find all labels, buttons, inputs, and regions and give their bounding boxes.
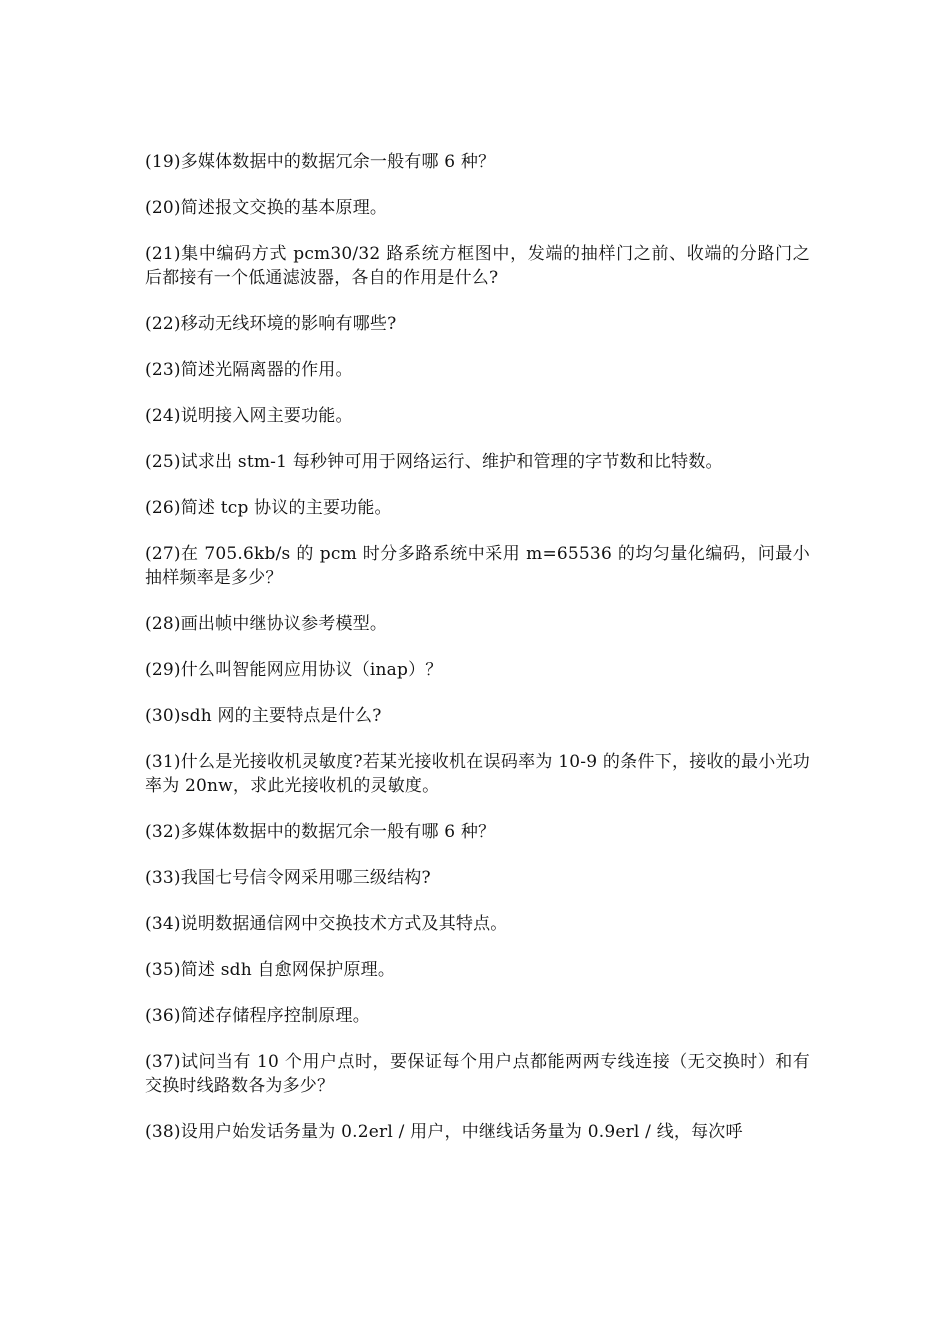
question-23: (23)简述光隔离器的作用。 [145,360,353,380]
question-20: (20)简述报文交换的基本原理。 [145,198,388,218]
question-24: (24)说明接入网主要功能。 [145,406,353,426]
question-list [145,150,810,1166]
question-30: (30)sdh 网的主要特点是什么? [145,706,382,726]
question-29: (29)什么叫智能网应用协议（inap）？ [145,660,443,680]
question-33: (33)我国七号信令网采用哪三级结构? [145,868,431,888]
question-31: (31)什么是光接收机灵敏度?若某光接收机在误码率为 10-9 的条件下，接收的最小光功率为 20nw，求此光接收机的灵敏度。 [145,752,810,796]
question-26: (26)简述 tcp 协议的主要功能。 [145,498,392,518]
question-32: (32)多媒体数据中的数据冗余一般有哪 6 种？ [145,822,496,842]
question-27: (27)在 705.6kb/s 的 pcm 时分多路系统中采用 m=65536 的均匀量化编码，问最小抽样频率是多少？ [145,544,810,588]
question-38: (38)设用户始发话务量为 0.2erl / 用户，中继线话务量为 0.9erl / 线，每次呼 [145,1122,743,1142]
question-36: (36)简述存储程序控制原理。 [145,1006,370,1026]
question-21: (21)集中编码方式 pcm30/32 路系统方框图中，发端的抽样门之前、收端的分路门之后都接有一个低通滤波器，各自的作用是什么? [145,244,810,288]
question-37: (37)试问当有 10 个用户点时，要保证每个用户点都能两两专线连接（无交换时）和有交换时线路数各为多少？ [145,1052,810,1096]
question-25: (25)试求出 stm-1 每秒钟可用于网络运行、维护和管理的字节数和比特数。 [145,452,723,472]
question-34: (34)说明数据通信网中交换技术方式及其特点。 [145,914,508,934]
question-28: (28)画出帧中继协议参考模型。 [145,614,388,634]
question-35: (35)简述 sdh 自愈网保护原理。 [145,960,396,980]
question-19: (19)多媒体数据中的数据冗余一般有哪 6 种？ [145,152,496,172]
question-22: (22)移动无线环境的影响有哪些? [145,314,397,334]
